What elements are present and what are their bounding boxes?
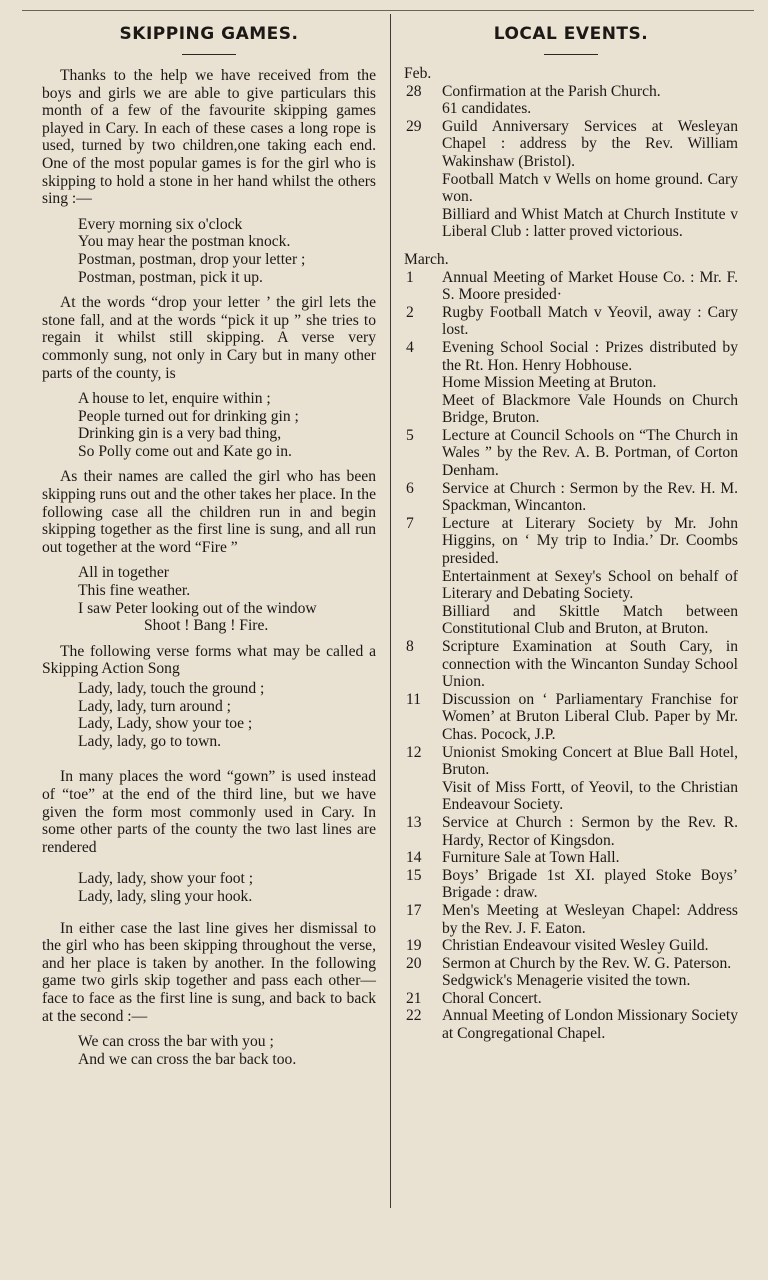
verse bbox=[78, 216, 376, 286]
paragraph: As their names are called the girl who has been skipping runs out and the other takes her place. In the following case all the children run in and begin skipping together as the first line is sung, and all run out together at the word “Fire ” bbox=[42, 468, 376, 556]
verse-line: Every morning six o'clock bbox=[78, 215, 243, 233]
event-text bbox=[442, 339, 738, 427]
event-entry bbox=[404, 304, 738, 339]
verse-line: Lady, Lady, show your toe ; bbox=[78, 715, 253, 733]
event-day: 13 bbox=[406, 813, 422, 831]
verse-line: Lady, lady, touch the ground ; bbox=[78, 680, 265, 697]
event-entry bbox=[404, 990, 738, 1008]
verse bbox=[78, 564, 376, 634]
event-text bbox=[442, 902, 738, 937]
event-line: Football Match v Wells on home ground. Cary won. bbox=[442, 170, 738, 206]
column-divider bbox=[390, 14, 391, 1208]
event-entry bbox=[404, 955, 738, 990]
event-text bbox=[442, 867, 738, 902]
event-entry bbox=[404, 638, 738, 691]
event-text bbox=[442, 83, 738, 118]
verse-line: Postman, postman, drop your letter ; bbox=[78, 250, 306, 268]
local-events-heading: LOCAL EVENTS. bbox=[493, 24, 649, 44]
event-line: Service at Church : Sermon by the Rev. H. M. Spackman, Wincanton. bbox=[442, 479, 738, 515]
event-day: 21 bbox=[406, 989, 422, 1007]
event-line: Sermon at Church by the Rev. W. G. Paterson. bbox=[442, 954, 732, 972]
event-text bbox=[442, 638, 738, 691]
event-line: Discussion on ‘ Parliamentary Franchise for Women’ at Bruton Liberal Club. Paper by Mr. Chas. Pocock, J.P. bbox=[442, 690, 738, 743]
event-entry bbox=[404, 118, 738, 241]
event-day: 11 bbox=[406, 690, 422, 708]
event-text bbox=[442, 814, 738, 849]
event-day: 14 bbox=[406, 849, 422, 867]
event-line: Choral Concert. bbox=[442, 989, 542, 1007]
verse-line: Lady, lady, turn around ; bbox=[78, 697, 232, 715]
event-entry bbox=[404, 339, 738, 427]
event-line: Sedgwick's Menagerie visited the town. bbox=[442, 972, 691, 990]
event-line: Lecture at Literary Society by Mr. John Higgins, on ‘ My trip to India.’ Dr. Coombs presided. bbox=[442, 514, 738, 568]
event-day: 12 bbox=[406, 743, 422, 761]
event-day: 22 bbox=[406, 1007, 422, 1025]
event-line: Guild Anniversary Services at Wesleyan Chapel : address by the Rev. William Wakinshaw (Bristol). bbox=[442, 117, 738, 170]
event-text bbox=[442, 990, 738, 1008]
event-text bbox=[442, 515, 738, 638]
event-entry bbox=[404, 269, 738, 304]
event-line: Billiard and Whist Match at Church Institute v Liberal Club : latter proved victorious. bbox=[442, 205, 738, 241]
paragraph: The following verse forms what may be called a Skipping Action Song bbox=[42, 642, 376, 678]
event-day: 17 bbox=[406, 901, 422, 919]
event-entry bbox=[404, 1007, 738, 1042]
event-line: Furniture Sale at Town Hall. bbox=[442, 849, 620, 867]
verse-line: All in together bbox=[78, 564, 169, 582]
skipping-games-heading: SKIPPING GAMES. bbox=[119, 24, 299, 44]
event-day: 8 bbox=[406, 638, 414, 655]
march-events bbox=[404, 269, 738, 1043]
event-text bbox=[442, 304, 738, 339]
event-text bbox=[442, 691, 738, 744]
verse-line: You may hear the postman knock. bbox=[78, 233, 291, 251]
verse-line: So Polly come out and Kate go in. bbox=[78, 442, 292, 460]
event-text bbox=[442, 480, 738, 515]
event-entry bbox=[404, 691, 738, 744]
top-rule bbox=[22, 10, 754, 11]
event-day: 19 bbox=[406, 937, 422, 955]
event-entry bbox=[404, 902, 738, 937]
event-text bbox=[442, 849, 738, 867]
event-entry bbox=[404, 744, 738, 814]
event-day: 28 bbox=[406, 82, 422, 100]
verse-line: Lady, lady, go to town. bbox=[78, 732, 222, 750]
feb-events bbox=[404, 83, 738, 241]
event-line: Christian Endeavour visited Wesley Guild. bbox=[442, 937, 709, 955]
verse-line: Shoot ! Bang ! Fire. bbox=[144, 617, 269, 635]
event-text bbox=[442, 955, 738, 990]
verse-line: Lady, lady, sling your hook. bbox=[78, 887, 253, 905]
event-entry bbox=[404, 480, 738, 515]
event-line: Annual Meeting of London Missionary Society at Congregational Chapel. bbox=[442, 1007, 738, 1043]
event-line: Confirmation at the Parish Church. bbox=[442, 82, 661, 100]
event-line: Scripture Examination at South Cary, in connection with the Wincanton Sunday School Union. bbox=[442, 638, 738, 691]
event-entry bbox=[404, 867, 738, 902]
event-entry bbox=[404, 83, 738, 118]
event-text bbox=[442, 427, 738, 480]
verse-line: I saw Peter looking out of the window bbox=[78, 599, 317, 617]
month-label-feb: Feb. bbox=[404, 65, 432, 82]
verse-line: Drinking gin is a very bad thing, bbox=[78, 425, 282, 443]
skipping-games-column bbox=[42, 22, 376, 1076]
event-day: 6 bbox=[406, 479, 414, 497]
verse-line: Postman, postman, pick it up. bbox=[78, 268, 263, 286]
event-line: Service at Church : Sermon by the Rev. R. Hardy, Rector of Kingsdon. bbox=[442, 813, 738, 849]
event-text bbox=[442, 269, 738, 304]
event-day: 29 bbox=[406, 117, 422, 135]
verse bbox=[78, 390, 376, 460]
verse-line: People turned out for drinking gin ; bbox=[78, 407, 299, 425]
heading-rule bbox=[544, 54, 598, 55]
heading-rule bbox=[182, 54, 236, 55]
verse-line: This fine weather. bbox=[78, 582, 191, 600]
event-day: 5 bbox=[406, 426, 414, 444]
event-line: Boys’ Brigade 1st XI. played Stoke Boys’ Brigade : draw. bbox=[442, 866, 738, 902]
event-line: Entertainment at Sexey's School on behalf of Literary and Debating Society. bbox=[442, 567, 738, 603]
event-day: 4 bbox=[406, 338, 414, 356]
event-line: Evening School Social : Prizes distributed by the Rt. Hon. Henry Hobhouse. bbox=[442, 338, 738, 374]
paragraph: In either case the last line gives her dismissal to the girl who has been skipping throughout the verse, and her place is taken by another. In the following game two girls skip together and pass each other—face to face as the first line is sung, and back to back at the second :— bbox=[42, 919, 376, 1025]
verse-line: We can cross the bar with you ; bbox=[78, 1033, 274, 1051]
event-text bbox=[442, 937, 738, 955]
event-day: 7 bbox=[406, 514, 414, 532]
event-text bbox=[442, 744, 738, 814]
event-day: 15 bbox=[406, 866, 422, 884]
month-label-march: March. bbox=[404, 250, 449, 268]
verse bbox=[78, 870, 376, 905]
verse-line: And we can cross the bar back too. bbox=[78, 1050, 297, 1068]
event-entry bbox=[404, 515, 738, 638]
event-line: Men's Meeting at Wesleyan Chapel: Address by the Rev. J. F. Eaton. bbox=[442, 901, 738, 937]
event-line: Meet of Blackmore Vale Hounds on Church Bridge, Bruton. bbox=[442, 391, 738, 427]
event-line: Home Mission Meeting at Bruton. bbox=[442, 374, 657, 392]
event-entry bbox=[404, 849, 738, 867]
event-entry bbox=[404, 427, 738, 480]
event-day: 2 bbox=[406, 303, 414, 321]
verse-line: A house to let, enquire within ; bbox=[78, 390, 271, 408]
local-events-column bbox=[404, 22, 738, 1043]
paragraph: Thanks to the help we have received from the boys and girls we are able to give particulars this month of a few of the favourite skipping games played in Cary. In each of these cases a long rope is used, turned by two children,one taking each end. One of the most popular games is for the girl who is skipping to hold a stone in her hand whilst the others sing :— bbox=[42, 67, 376, 208]
paragraph: In many places the word “gown” is used instead of “toe” at the end of the third line, but we have given the form most commonly used in Cary. In some other parts of the county the two last lines are rendered bbox=[42, 768, 376, 856]
verse-line: Lady, lady, show your foot ; bbox=[78, 870, 254, 888]
event-line: Visit of Miss Fortt, of Yeovil, to the Christian Endeavour Society. bbox=[442, 778, 738, 814]
verse bbox=[78, 680, 376, 750]
event-line: Annual Meeting of Market House Co. : Mr. F. S. Moore presided· bbox=[442, 268, 738, 304]
event-line: Rugby Football Match v Yeovil, away : Cary lost. bbox=[442, 303, 738, 339]
verse bbox=[78, 1033, 376, 1068]
event-entry bbox=[404, 937, 738, 955]
event-text bbox=[442, 1007, 738, 1042]
event-day: 1 bbox=[406, 268, 414, 286]
event-line: 61 candidates. bbox=[442, 100, 532, 118]
event-text bbox=[442, 118, 738, 241]
event-day: 20 bbox=[406, 954, 422, 972]
paragraph: At the words “drop your letter ’ the girl lets the stone fall, and at the words “pick it up ” she tries to regain it whilst still skipping. A verse very commonly sung, not only in Cary but in many other parts of the county, is bbox=[42, 294, 376, 382]
event-entry bbox=[404, 814, 738, 849]
event-line: Billiard and Skittle Match between Constitutional Club and Bruton, at Bruton. bbox=[442, 602, 738, 638]
event-line: Unionist Smoking Concert at Blue Ball Hotel, Bruton. bbox=[442, 743, 738, 779]
event-line: Lecture at Council Schools on “The Church in Wales ” by the Rev. A. B. Portman, of Corton Denham. bbox=[442, 426, 738, 480]
